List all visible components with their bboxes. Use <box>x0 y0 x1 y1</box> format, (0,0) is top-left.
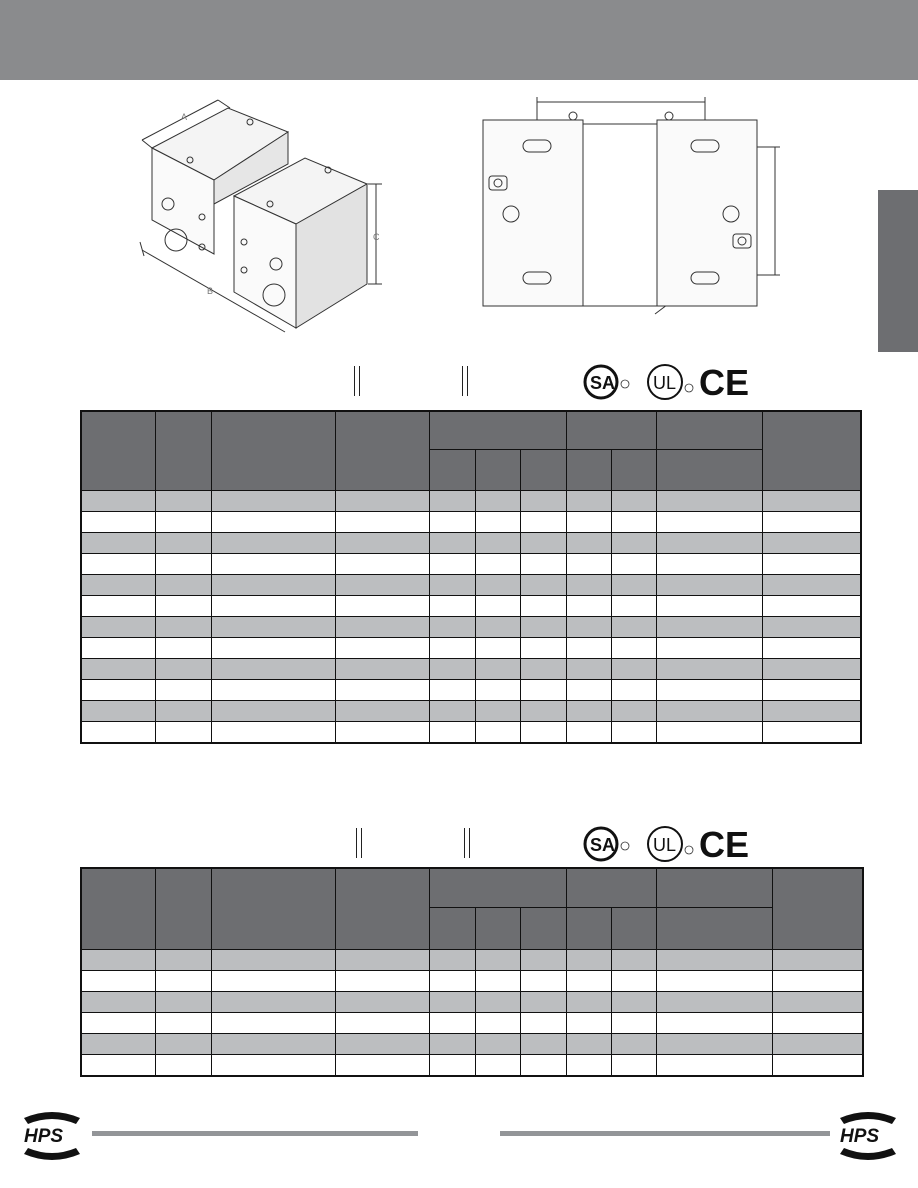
table-row <box>81 722 861 744</box>
header-sub-cell <box>429 908 475 950</box>
header-cell <box>81 411 155 491</box>
header-group-cell <box>656 868 772 908</box>
ce-mark-icon <box>699 824 749 865</box>
table-row <box>81 992 863 1013</box>
dimension-label-b: B <box>207 286 214 296</box>
header-cell <box>211 411 335 491</box>
header-sub-cell <box>656 450 762 491</box>
column-divider-mark <box>464 828 470 858</box>
ul-mark-icon <box>648 365 693 399</box>
table-2-body <box>81 950 863 1077</box>
svg-text:SA: SA <box>590 835 616 855</box>
header-sub-cell <box>520 450 566 491</box>
header-sub-cell <box>566 450 611 491</box>
header-group-cell <box>566 868 656 908</box>
table-row <box>81 596 861 617</box>
csa-mark-icon <box>585 366 629 398</box>
header-group-cell <box>656 411 762 450</box>
page-header-bar <box>0 0 918 80</box>
table-row <box>81 950 863 971</box>
svg-text:UL: UL <box>653 373 677 393</box>
column-divider-mark <box>462 366 468 396</box>
header-sub-cell <box>611 450 656 491</box>
ce-mark-icon <box>699 362 749 403</box>
table-row <box>81 491 861 512</box>
certification-marks-2 <box>583 822 753 866</box>
dimension-label-c: C <box>373 232 380 242</box>
svg-text:UL: UL <box>653 835 677 855</box>
logo-text: HPS <box>24 1126 64 1147</box>
header-cell <box>211 868 335 950</box>
table-row <box>81 638 861 659</box>
spec-table-1 <box>80 410 862 744</box>
hps-logo-left <box>18 1108 86 1164</box>
dimension-label-a: A <box>181 112 188 122</box>
table-row <box>81 554 861 575</box>
header-cell <box>155 411 211 491</box>
table-row <box>81 1055 863 1077</box>
table-row <box>81 617 861 638</box>
hps-logo-right <box>834 1108 902 1164</box>
header-cell <box>155 868 211 950</box>
header-sub-cell <box>475 908 520 950</box>
header-cell <box>81 868 155 950</box>
header-cell <box>335 411 429 491</box>
csa-mark-icon <box>585 828 629 860</box>
svg-text:SA: SA <box>590 373 616 393</box>
table-row <box>81 701 861 722</box>
svg-text:CE: CE <box>699 362 750 403</box>
column-divider-mark <box>356 828 362 858</box>
section-side-tab <box>878 190 918 352</box>
table-row <box>81 659 861 680</box>
header-cell <box>772 868 863 950</box>
table-row <box>81 971 863 992</box>
footer-rule-left <box>92 1131 418 1136</box>
header-group-cell <box>429 868 566 908</box>
header-group-cell <box>429 411 566 450</box>
header-cell <box>762 411 861 491</box>
svg-text:CE: CE <box>699 824 750 865</box>
isometric-enclosure-drawing <box>130 92 400 342</box>
table-row <box>81 512 861 533</box>
table-row <box>81 533 861 554</box>
header-sub-cell <box>520 908 566 950</box>
header-sub-cell <box>566 908 611 950</box>
certification-marks <box>583 360 753 404</box>
header-group-cell <box>566 411 656 450</box>
table-row <box>81 680 861 701</box>
table-row <box>81 1013 863 1034</box>
front-elevation-drawing <box>475 92 785 324</box>
header-sub-cell <box>656 908 772 950</box>
table-row <box>81 575 861 596</box>
header-sub-cell <box>475 450 520 491</box>
spec-table-2 <box>80 867 864 1077</box>
logo-text: HPS <box>840 1126 880 1147</box>
footer-rule-right <box>500 1131 830 1136</box>
column-divider-mark <box>354 366 360 396</box>
header-sub-cell <box>611 908 656 950</box>
table-row <box>81 1034 863 1055</box>
table-1-body <box>81 491 861 744</box>
header-cell <box>335 868 429 950</box>
ul-mark-icon <box>648 827 693 861</box>
header-sub-cell <box>429 450 475 491</box>
